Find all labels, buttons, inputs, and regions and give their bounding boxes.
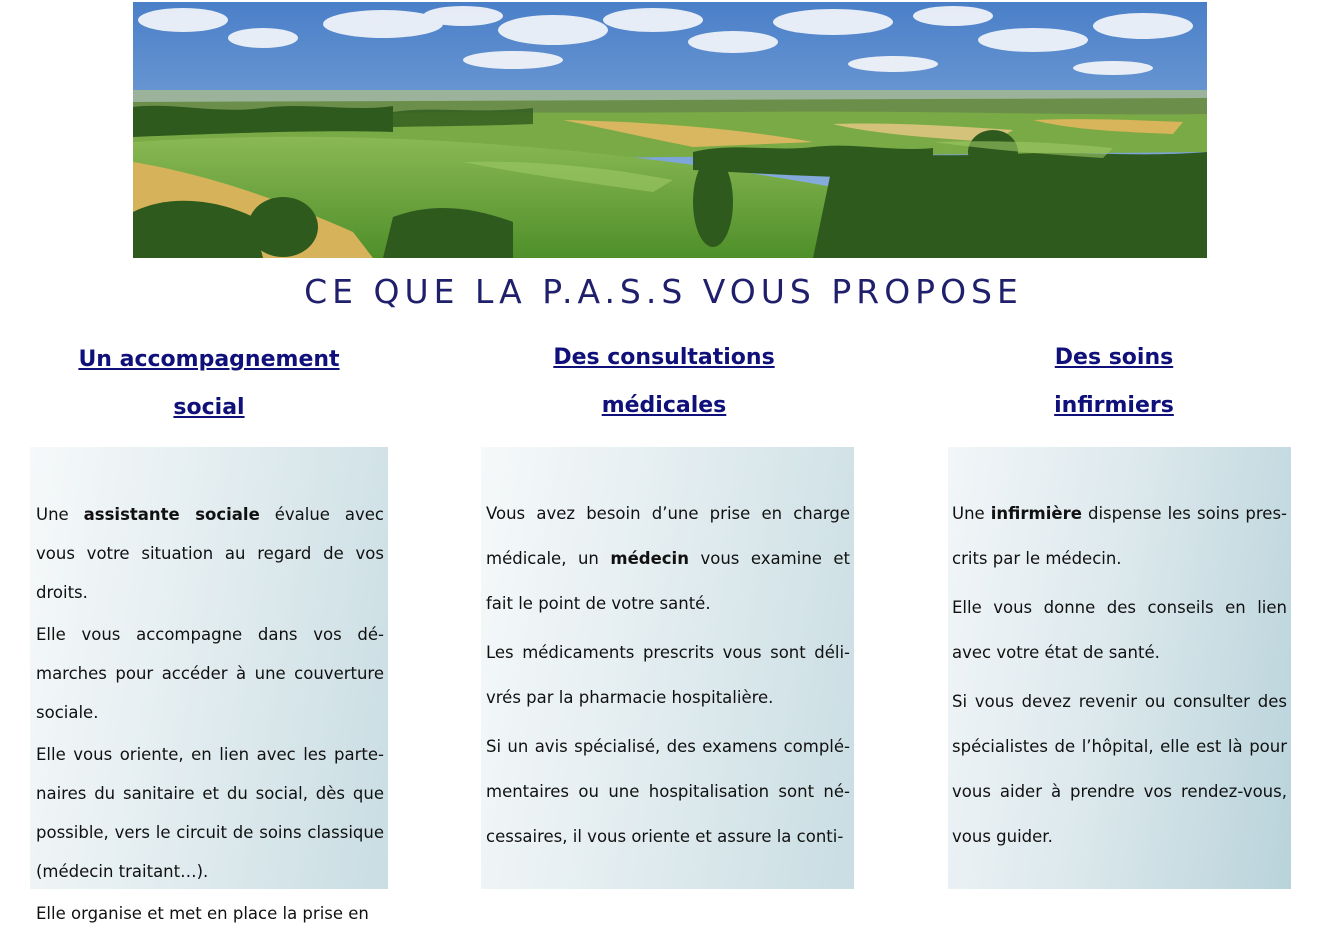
heading-medical xyxy=(481,334,847,430)
heading-nursing-line2: infirmiers xyxy=(1054,393,1174,418)
heading-medical-line1: Des consultations xyxy=(553,345,775,370)
paragraph: Vous avez besoin d’une prise en charge médicale, un médecin vous examine et fait le point de votre santé. xyxy=(486,504,850,613)
paragraph: Les médicaments prescrits vous sont déli-vrés par la pharmacie hospitalière. xyxy=(486,643,850,707)
paragraph: Une infirmière dispense les soins pres-crits par le médecin. xyxy=(952,504,1287,568)
heading-nursing xyxy=(948,334,1280,430)
paragraph: Si un avis spécialisé, des examens complé-mentaires ou une hospitalisation sont né-cessaires, il vous oriente et assure la conti- xyxy=(486,737,850,846)
paragraph: Si vous devez revenir ou consulter des spécialistes de l’hôpital, elle est là pour vous aider à prendre vos rendez-vous, vous guider. xyxy=(952,692,1287,846)
page-title: CE QUE LA P.A.S.S VOUS PROPOSE xyxy=(304,272,1023,311)
panel-medical-text xyxy=(486,491,850,863)
panel-medical xyxy=(481,447,854,889)
panel-nursing xyxy=(948,447,1291,889)
paragraph: Elle vous oriente, en lien avec les parte-naires du sanitaire et du social, dès que possible, vers le circuit de soins classique (médecin traitant…). xyxy=(36,745,384,881)
paragraph: Elle organise et met en place la prise en xyxy=(36,904,369,923)
heading-social-line2: social xyxy=(173,395,245,420)
landscape-illustration xyxy=(133,2,1207,258)
heading-medical-line2: médicales xyxy=(601,393,727,418)
landscape-banner-image xyxy=(133,2,1207,258)
paragraph: Une assistante sociale évalue avec vous votre situation au regard de vos droits. xyxy=(36,505,384,602)
panel-social-text xyxy=(36,495,384,936)
heading-nursing-line1: Des soins xyxy=(1054,345,1174,370)
heading-social-line1: Un accompagnement xyxy=(78,347,340,372)
paragraph: Elle vous donne des conseils en lien avec votre état de santé. xyxy=(952,598,1287,662)
panel-social xyxy=(30,447,388,923)
paragraph: Elle vous accompagne dans vos dé-marches pour accéder à une couverture sociale. xyxy=(36,625,384,722)
heading-social xyxy=(30,336,388,432)
panel-nursing-text xyxy=(952,491,1287,863)
